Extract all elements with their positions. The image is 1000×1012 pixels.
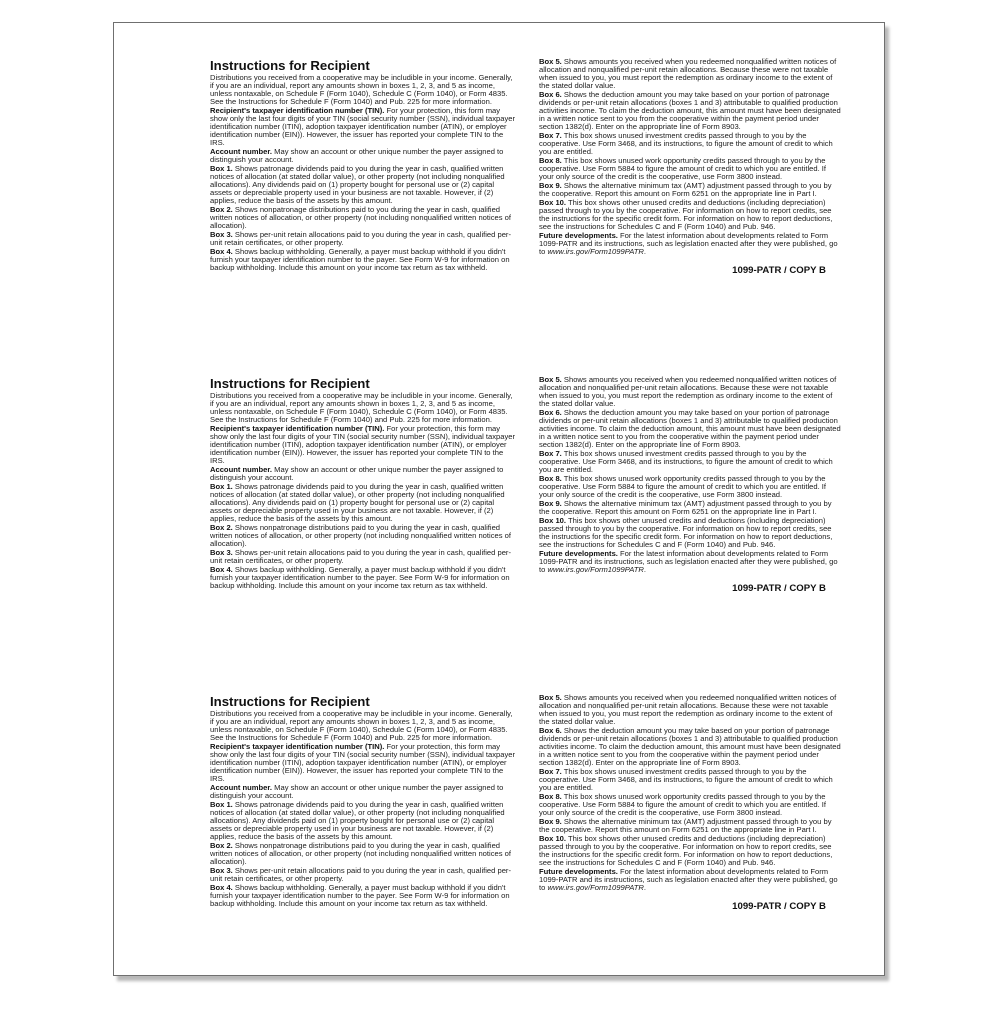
box-10-paragraph: Box 10. This box shows other unused credits and deductions (including depreciation) passed through to you by the cooperative. For information on how to report credits, see the instructions for the specific credit form. For information on how to report deductions, see the instructions for Schedules C and F (Form 1040) and Pub. 946. xyxy=(539,197,833,231)
box-2-paragraph: Box 2. Shows nonpatronage distributions paid to you during the year in cash, qualified written notices of allocation, or other property (not including nonqualified written notices of allocation). xyxy=(210,522,511,549)
tin-paragraph: Recipient's taxpayer identification number (TIN). For your protection, this form may show only the last four digits of your TIN (social security number (SSN), individual taxpayer identification number (ITIN), adoption taxpayer identification number (ATIN), or employer identification number (EIN)). However, the issuer has reported your complete TIN to the IRS. xyxy=(210,105,516,148)
box-5-paragraph: Box 5. Shows amounts you received when you redeemed nonqualified written notices of allocation and nonqualified per-unit retain allocations. Because these were not taxable when issued to you, you must report the redemption as ordinary income to the extent of the stated dollar value. xyxy=(539,375,837,409)
right-column xyxy=(539,694,842,912)
left-column xyxy=(210,58,515,272)
tin-paragraph: Recipient's taxpayer identification number (TIN). For your protection, this form may show only the last four digits of your TIN (social security number (SSN), individual taxpayer identification number (ITIN), adoption taxpayer identification number (ATIN), or employer identification number (EIN)). However, the issuer has reported your complete TIN to the IRS. xyxy=(210,423,516,466)
box-7-paragraph: Box 7. This box shows unused investment credits passed through to you by the cooperative. Use Form 3468, and its instructions, to figure the amount of credit to which you are entitled. xyxy=(539,131,833,157)
box-2-paragraph: Box 2. Shows nonpatronage distributions paid to you during the year in cash, qualified written notices of allocation, or other property (not including nonqualified written notices of allocation). xyxy=(210,204,511,231)
intro-paragraph: Distributions you received from a cooperative may be includible in your income. Generally, if you are an individual, report any amounts shown in boxes 1, 2, 3, and 5 as income, unless nontaxable, on Schedule F (Form 1040), Schedule C (Form 1040), or Form 4835. See the Instructions for Schedule F (Form 1040) and Pub. 225 for more information. xyxy=(210,391,513,425)
future-developments-paragraph: Future developments. For the latest information about developments related to Form 1099-PATR and its instructions, such as legislation enacted after they were published, go to www.irs.gov/Form1099PATR. xyxy=(539,230,838,256)
copy-label: 1099-PATR / COPY B xyxy=(732,264,826,276)
instructions-copy xyxy=(114,694,884,1012)
box-3-paragraph: Box 3. Shows per-unit retain allocations paid to you during the year in cash, qualified per-unit retain certificates, or other property. xyxy=(210,547,511,565)
account-number-paragraph: Account number. May show an account or other unique number the payer assigned to distinguish your account. xyxy=(210,783,504,801)
box-8-paragraph: Box 8. This box shows unused work opportunity credits passed through to you by the cooperative. Use Form 5884 to figure the amount of credit to which you are entitled. If your only source of the credit is the cooperative, use Form 3800 instead. xyxy=(539,473,827,500)
box-5-paragraph: Box 5. Shows amounts you received when you redeemed nonqualified written notices of allocation and nonqualified per-unit retain allocations. Because these were not taxable when issued to you, you must report the redemption as ordinary income to the extent of the stated dollar value. xyxy=(539,57,837,91)
box-4-paragraph: Box 4. Shows backup withholding. Generally, a payer must backup withhold if you didn't furnish your taxpayer identification number to the payer. See Form W-9 for information on backup withholding. Include this amount on your income tax return as tax withheld. xyxy=(210,564,510,590)
box-6-paragraph: Box 6. Shows the deduction amount you may take based on your portion of patronage dividends or per-unit retain allocations (boxes 1 and 3) attributable to qualified production activities income. To claim the deduction amount, this amount must have been designated in a written notice sent to you from the cooperative within the payment period under section 1382(d). Enter on the appropriate line of Form 8903. xyxy=(539,89,841,132)
instructions-title: Instructions for Recipient xyxy=(210,694,370,709)
box-10-paragraph: Box 10. This box shows other unused credits and deductions (including depreciation) passed through to you by the cooperative. For information on how to report credits, see the instructions for the specific credit form. For information on how to report deductions, see the instructions for Schedules C and F (Form 1040) and Pub. 946. xyxy=(539,833,833,867)
intro-paragraph: Distributions you received from a cooperative may be includible in your income. Generally, if you are an individual, report any amounts shown in boxes 1, 2, 3, and 5 as income, unless nontaxable, on Schedule F (Form 1040), Schedule C (Form 1040), or Form 4835. See the Instructions for Schedule F (Form 1040) and Pub. 225 for more information. xyxy=(210,709,513,743)
right-column xyxy=(539,58,842,276)
left-column xyxy=(210,376,515,590)
box-8-paragraph: Box 8. This box shows unused work opportunity credits passed through to you by the cooperative. Use Form 5884 to figure the amount of credit to which you are entitled. If your only source of the credit is the cooperative, use Form 3800 instead. xyxy=(539,791,827,818)
box-4-paragraph: Box 4. Shows backup withholding. Generally, a payer must backup withhold if you didn't furnish your taxpayer identification number to the payer. See Form W-9 for information on backup withholding. Include this amount on your income tax return as tax withheld. xyxy=(210,882,510,908)
instructions-title: Instructions for Recipient xyxy=(210,58,370,73)
box-1-paragraph: Box 1. Shows patronage dividends paid to you during the year in cash, qualified written notices of allocation (at stated dollar value), or other property (not including nonqualified allocations). Any dividends paid on (1) property bought for personal use or (2) capital assets or depreciable property used in your business are not taxable. However, if (2) applies, reduce the basis of the assets by this amount. xyxy=(210,163,505,206)
form-sheet xyxy=(113,22,885,976)
instructions-copy xyxy=(114,58,884,376)
box-9-paragraph: Box 9. Shows the alternative minimum tax (AMT) adjustment passed through to you by the cooperative. Report this amount on Form 6251 on the appropriate line in Part I. xyxy=(539,498,832,516)
box-6-paragraph: Box 6. Shows the deduction amount you may take based on your portion of patronage dividends or per-unit retain allocations (boxes 1 and 3) attributable to qualified production activities income. To claim the deduction amount, this amount must have been designated in a written notice sent to you from the cooperative within the payment period under section 1382(d). Enter on the appropriate line of Form 8903. xyxy=(539,407,841,450)
tin-paragraph: Recipient's taxpayer identification number (TIN). For your protection, this form may show only the last four digits of your TIN (social security number (SSN), individual taxpayer identification number (ITIN), adoption taxpayer identification number (ATIN), or employer identification number (EIN)). However, the issuer has reported your complete TIN to the IRS. xyxy=(210,741,516,784)
left-column xyxy=(210,694,515,908)
box-9-paragraph: Box 9. Shows the alternative minimum tax (AMT) adjustment passed through to you by the cooperative. Report this amount on Form 6251 on the appropriate line in Part I. xyxy=(539,816,832,834)
copy-label: 1099-PATR / COPY B xyxy=(732,582,826,594)
irs-form-link[interactable]: www.irs.gov/Form1099PATR xyxy=(547,564,644,574)
copy-label: 1099-PATR / COPY B xyxy=(732,900,826,912)
intro-paragraph: Distributions you received from a cooperative may be includible in your income. Generally, if you are an individual, report any amounts shown in boxes 1, 2, 3, and 5 as income, unless nontaxable, on Schedule F (Form 1040), Schedule C (Form 1040), or Form 4835. See the Instructions for Schedule F (Form 1040) and Pub. 225 for more information. xyxy=(210,73,513,107)
box-8-paragraph: Box 8. This box shows unused work opportunity credits passed through to you by the cooperative. Use Form 5884 to figure the amount of credit to which you are entitled. If your only source of the credit is the cooperative, use Form 3800 instead. xyxy=(539,155,827,182)
instructions-copy xyxy=(114,376,884,694)
future-developments-paragraph: Future developments. For the latest information about developments related to Form 1099-PATR and its instructions, such as legislation enacted after they were published, go to www.irs.gov/Form1099PATR. xyxy=(539,548,838,574)
future-developments-paragraph: Future developments. For the latest information about developments related to Form 1099-PATR and its instructions, such as legislation enacted after they were published, go to www.irs.gov/Form1099PATR. xyxy=(539,866,838,892)
box-3-paragraph: Box 3. Shows per-unit retain allocations paid to you during the year in cash, qualified per-unit retain certificates, or other property. xyxy=(210,229,511,247)
box-5-paragraph: Box 5. Shows amounts you received when you redeemed nonqualified written notices of allocation and nonqualified per-unit retain allocations. Because these were not taxable when issued to you, you must report the redemption as ordinary income to the extent of the stated dollar value. xyxy=(539,693,837,727)
box-7-paragraph: Box 7. This box shows unused investment credits passed through to you by the cooperative. Use Form 3468, and its instructions, to figure the amount of credit to which you are entitled. xyxy=(539,767,833,793)
account-number-paragraph: Account number. May show an account or other unique number the payer assigned to distinguish your account. xyxy=(210,465,504,483)
box-6-paragraph: Box 6. Shows the deduction amount you may take based on your portion of patronage dividends or per-unit retain allocations (boxes 1 and 3) attributable to qualified production activities income. To claim the deduction amount, this amount must have been designated in a written notice sent to you from the cooperative within the payment period under section 1382(d). Enter on the appropriate line of Form 8903. xyxy=(539,725,841,768)
instructions-title: Instructions for Recipient xyxy=(210,376,370,391)
irs-form-link[interactable]: www.irs.gov/Form1099PATR xyxy=(547,246,644,256)
box-10-paragraph: Box 10. This box shows other unused credits and deductions (including depreciation) passed through to you by the cooperative. For information on how to report credits, see the instructions for the specific credit form. For information on how to report deductions, see the instructions for Schedules C and F (Form 1040) and Pub. 946. xyxy=(539,515,833,549)
account-number-paragraph: Account number. May show an account or other unique number the payer assigned to distinguish your account. xyxy=(210,147,504,165)
irs-form-link[interactable]: www.irs.gov/Form1099PATR xyxy=(547,882,644,892)
box-4-paragraph: Box 4. Shows backup withholding. Generally, a payer must backup withhold if you didn't furnish your taxpayer identification number to the payer. See Form W-9 for information on backup withholding. Include this amount on your income tax return as tax withheld. xyxy=(210,246,510,272)
right-column xyxy=(539,376,842,594)
box-3-paragraph: Box 3. Shows per-unit retain allocations paid to you during the year in cash, qualified per-unit retain certificates, or other property. xyxy=(210,865,511,883)
box-1-paragraph: Box 1. Shows patronage dividends paid to you during the year in cash, qualified written notices of allocation (at stated dollar value), or other property (not including nonqualified allocations). Any dividends paid on (1) property bought for personal use or (2) capital assets or depreciable property used in your business are not taxable. However, if (2) applies, reduce the basis of the assets by this amount. xyxy=(210,481,505,524)
box-7-paragraph: Box 7. This box shows unused investment credits passed through to you by the cooperative. Use Form 3468, and its instructions, to figure the amount of credit to which you are entitled. xyxy=(539,449,833,475)
box-2-paragraph: Box 2. Shows nonpatronage distributions paid to you during the year in cash, qualified written notices of allocation, or other property (not including nonqualified written notices of allocation). xyxy=(210,840,511,867)
box-1-paragraph: Box 1. Shows patronage dividends paid to you during the year in cash, qualified written notices of allocation (at stated dollar value), or other property (not including nonqualified allocations). Any dividends paid on (1) property bought for personal use or (2) capital assets or depreciable property used in your business are not taxable. However, if (2) applies, reduce the basis of the assets by this amount. xyxy=(210,799,505,842)
box-9-paragraph: Box 9. Shows the alternative minimum tax (AMT) adjustment passed through to you by the cooperative. Report this amount on Form 6251 on the appropriate line in Part I. xyxy=(539,180,832,198)
